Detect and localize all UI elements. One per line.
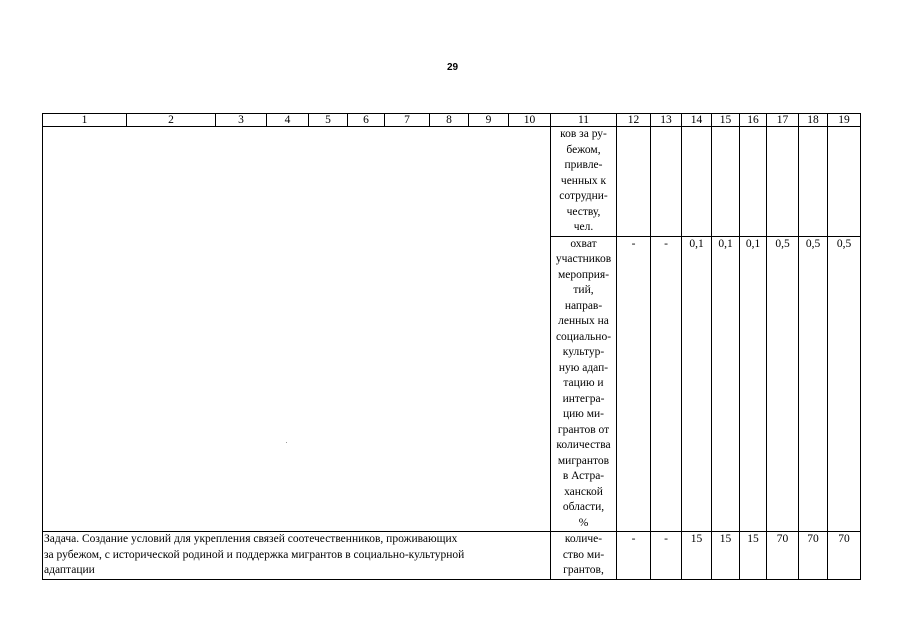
indicator-line: грантов от [557, 423, 610, 436]
indicator-line: ченных к [560, 174, 607, 187]
value-cell [828, 127, 861, 237]
col-header: 14 [682, 114, 712, 127]
col-header: 18 [799, 114, 828, 127]
indicator-line: ков за ру- [560, 128, 607, 140]
indicator-line: грантов, [563, 564, 604, 576]
page-number: 29 [446, 62, 459, 73]
col-header: 8 [430, 114, 469, 127]
col-header: 19 [828, 114, 861, 127]
indicator-line: мигрантов [557, 454, 610, 467]
indicator-line: % [578, 516, 589, 529]
indicator-line: тацию и [563, 377, 604, 389]
table-row [43, 127, 861, 237]
value-cell: 0,1 [712, 236, 740, 532]
merged-blank-cell [43, 127, 551, 532]
col-header: 17 [767, 114, 799, 127]
value-cell: - [651, 236, 682, 532]
value-cell: 0,5 [799, 236, 828, 532]
col-header: 5 [309, 114, 348, 127]
indicator-line: привле- [564, 159, 603, 171]
col-header: 3 [216, 114, 267, 127]
indicator-line: количе- [564, 533, 603, 545]
indicator-line: культур- [562, 346, 605, 358]
value-cell [712, 127, 740, 237]
indicator-line: социально- [555, 330, 612, 343]
value-cell: 0,1 [682, 236, 712, 532]
indicator-line: количества [556, 439, 611, 451]
indicator-line: ную адап- [558, 361, 609, 374]
indicator-line: ство ми- [562, 548, 605, 561]
indicator-line: мероприя- [557, 268, 610, 281]
indicator-line: направ- [564, 299, 603, 312]
value-cell: 0,5 [767, 236, 799, 532]
indicator-cell [551, 127, 617, 237]
indicator-line: тий, [573, 284, 594, 296]
value-cell: 70 [799, 532, 828, 580]
col-header: 11 [551, 114, 617, 127]
value-cell: 15 [682, 532, 712, 580]
indicator-cell [551, 532, 617, 580]
col-header: 1 [43, 114, 127, 127]
indicator-line: ханской [564, 485, 603, 498]
value-cell: - [651, 532, 682, 580]
col-header: 9 [469, 114, 509, 127]
value-cell: 15 [712, 532, 740, 580]
value-cell: 70 [828, 532, 861, 580]
value-cell [799, 127, 828, 237]
task-line: за рубежом, с исторической родиной и поддержка мигрантов в социально-культурной [44, 548, 465, 561]
task-line: адаптации [44, 564, 95, 576]
scan-speck [286, 442, 287, 443]
indicator-line: ленных на [558, 315, 609, 327]
indicator-cell [551, 236, 617, 532]
col-header: 15 [712, 114, 740, 127]
value-cell [767, 127, 799, 237]
col-header: 7 [385, 114, 430, 127]
col-header: 10 [509, 114, 551, 127]
indicator-line: интегра- [562, 392, 605, 405]
indicator-line: цию ми- [562, 408, 605, 420]
task-cell [43, 532, 551, 580]
col-header: 4 [267, 114, 309, 127]
value-cell: 70 [767, 532, 799, 580]
value-cell [617, 127, 651, 237]
indicator-line: охват [570, 237, 597, 250]
indicator-line: в Астра- [562, 470, 605, 482]
value-cell [682, 127, 712, 237]
value-cell: - [617, 236, 651, 532]
col-header: 12 [617, 114, 651, 127]
indicator-line: честву, [566, 205, 601, 218]
value-cell: 0,5 [828, 236, 861, 532]
indicator-line: чел. [573, 221, 594, 233]
value-cell [651, 127, 682, 237]
table-row [43, 532, 861, 580]
task-line: Задача. Создание условий для укрепления связей соотечественников, проживающих [44, 533, 458, 545]
indicator-line: области, [562, 501, 605, 513]
col-header: 16 [740, 114, 767, 127]
value-cell [740, 127, 767, 237]
header-row [43, 114, 861, 127]
indicator-line: бежом, [566, 143, 601, 156]
value-cell: 0,1 [740, 236, 767, 532]
value-cell: 15 [740, 532, 767, 580]
col-header: 2 [127, 114, 216, 127]
col-header: 13 [651, 114, 682, 127]
col-header: 6 [348, 114, 385, 127]
data-table [42, 113, 861, 580]
indicator-line: сотрудни- [559, 190, 608, 202]
indicator-line: участников [555, 253, 612, 265]
value-cell: - [617, 532, 651, 580]
